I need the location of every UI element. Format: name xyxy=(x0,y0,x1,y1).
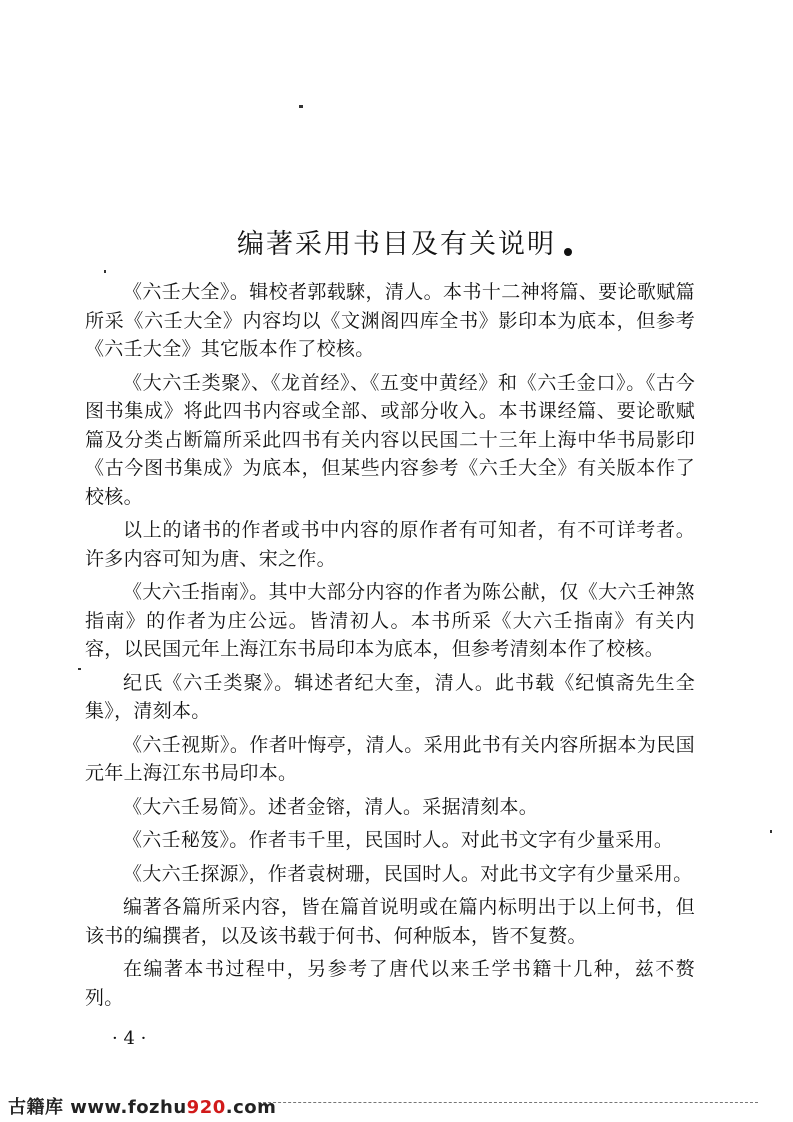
title-dot-mark xyxy=(564,248,572,256)
paragraph: 编著各篇所采内容，皆在篇首说明或在篇内标明出于以上何书，但该书的编撰者，以及该书载于何书、何种版本，皆不复赘。 xyxy=(85,896,695,947)
paragraph: 在编著本书过程中，另参考了唐代以来壬学书籍十几种，兹不赘列。 xyxy=(85,958,695,1009)
footer-watermark xyxy=(8,1093,276,1119)
footer-site-label: 古籍库 xyxy=(8,1097,64,1118)
footer-url-part: fozhu xyxy=(127,1097,187,1118)
paragraph: 《六壬大全》。辑校者郭载騋，清人。本书十二神将篇、要论歌赋篇所采《六壬大全》内容均以《文渊阁四库全书》影印本为底本，但参考《六壬大全》其它版本作了校核。 xyxy=(85,281,695,360)
footer-url-suffix: .com xyxy=(225,1097,277,1118)
paragraph: 以上的诸书的作者或书中内容的原作者有可知者，有不可详考者。许多内容可知为唐、宋之作。 xyxy=(85,519,695,570)
paragraph: 《大六壬易简》。述者金镕，清人。采据清刻本。 xyxy=(123,795,539,818)
footer-url-accent: 920 xyxy=(186,1097,226,1118)
paragraph: 《六壬视斯》。作者叶悔亭，清人。采用此书有关内容所据本为民国元年上海江东书局印本。 xyxy=(85,733,695,784)
paragraph: 《大六壬探源》，作者袁树珊，民国时人。对此书文字有少量采用。 xyxy=(123,862,693,885)
body-text xyxy=(85,278,695,1017)
paragraph: 纪氏《六壬类聚》。辑述者纪大奎，清人。此书载《纪慎斋先生全集》，清刻本。 xyxy=(85,671,695,722)
footer-dashed-line xyxy=(258,1102,758,1103)
scan-speck xyxy=(299,105,303,108)
scan-speck xyxy=(770,830,772,833)
page-number: · 4 · xyxy=(112,1028,147,1049)
page-title: 编著采用书目及有关说明 xyxy=(237,229,556,260)
paragraph: 《大六壬指南》。其中大部分内容的作者为陈公献，仅《大六壬神煞指南》的作者为庄公远。皆清初人。本书所采《大六壬指南》有关内容，以民国元年上海江东书局印本为底本，但参考清刻本作了校核。 xyxy=(85,581,695,660)
footer-url-prefix: www. xyxy=(70,1097,128,1118)
scan-speck xyxy=(78,668,81,670)
scan-speck xyxy=(104,270,106,273)
paragraph: 《六壬秘笈》。作者韦千里，民国时人。对此书文字有少量采用。 xyxy=(123,829,674,851)
footer-url[interactable] xyxy=(70,1097,276,1118)
paragraph: 《大六壬类聚》、《龙首经》、《五变中黄经》和《六壬金口》。《古今图书集成》将此四书内容或全部、或部分收入。本书课经篇、要论歌赋篇及分类占断篇所采此四书有关内容以民国二十三年上海中华书局影印《古今图书集成》为底本，但某些内容参考《六壬大全》有关版本作了校核。 xyxy=(85,371,695,508)
